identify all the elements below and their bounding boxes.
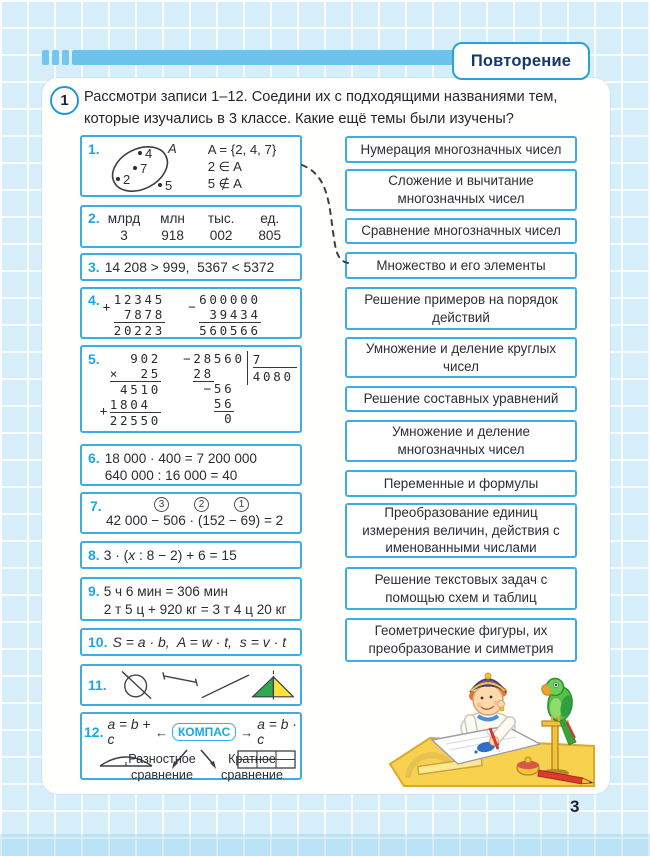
svg-text:5: 5	[164, 178, 172, 193]
task-number: 1	[50, 86, 79, 115]
page-bottom-strip	[0, 834, 650, 856]
operation-order-circle: 2	[194, 497, 209, 512]
column-subtraction: − 600000 39434 560566	[188, 292, 261, 338]
set-diagram	[102, 141, 198, 195]
place-value-header: млрд	[107, 211, 141, 226]
place-value-cell: 918	[161, 228, 184, 243]
topic-box-order-of-ops: Решение примеров на порядок действий	[345, 287, 577, 330]
section-badge	[452, 42, 590, 80]
record-box-6: 6. 18 000 · 400 = 7 200 000 640 000 : 16 000 = 40	[80, 444, 302, 486]
topic-box-variables: Переменные и формулы	[345, 470, 577, 497]
record-box-4: 4. + 12345 7878 20223 − 600000 39434 560566	[80, 287, 302, 339]
section-badge-label: Повторение	[470, 51, 572, 70]
formulas-text: S = a · b, A = w · t, s = v · t	[112, 634, 287, 650]
place-value-cell: 002	[209, 228, 233, 243]
place-value-cell: 805	[258, 228, 282, 243]
topic-box-equations: Решение составных уравнений	[345, 386, 577, 412]
geometry-figures	[113, 668, 294, 702]
compass-badge: КОМПАС	[172, 723, 236, 741]
equation-line: 640 000 : 16 000 = 40	[104, 468, 238, 483]
place-value-cell: 3	[120, 228, 128, 243]
topic-box-geometry: Геометрические фигуры, их преобразование и симметрия	[345, 618, 577, 662]
page-number: 3	[570, 797, 580, 816]
topic-box-unit-conversion: Преобразование единиц измерения величин, действия с именованными числами	[345, 503, 577, 558]
order-expression: 42 000 − 506 · (152 − 69) = 2	[106, 513, 284, 528]
topic-box-sets: Множество и его элементы	[345, 252, 577, 279]
place-value-header: тыс.	[207, 211, 235, 226]
svg-text:7: 7	[139, 161, 147, 176]
record-box-8: 8. 3 · (x : 8 − 2) + 6 = 15	[80, 541, 302, 569]
topic-box-comparison: Сравнение многозначных чисел	[345, 218, 577, 244]
place-value-header: ед.	[260, 211, 280, 226]
column-multiplication: 902 × 25 4510 + 1804 22550	[99, 351, 162, 428]
topic-box-word-problems: Решение текстовых задач с помощью схем и таблиц	[345, 567, 577, 610]
topic-box-multiply-divide: Умножение и деление многозначных чисел	[345, 420, 577, 462]
multiple-comparison-label: Кратное сравнение	[221, 752, 283, 782]
equation-line: 18 000 · 400 = 7 200 000	[104, 451, 257, 466]
svg-text:2: 2	[122, 172, 130, 187]
set-notation-line: 5 ∉ A	[207, 176, 242, 191]
header-bar-segment	[42, 50, 49, 65]
topic-box-round-numbers: Умножение и деление круглых чисел	[345, 337, 577, 378]
arrow-right-icon: →	[240, 724, 254, 740]
record-box-10: 10. S = a · b, A = w · t, s = v · t	[80, 628, 302, 656]
units-line: 2 т 5 ц + 920 кг = 3 т 4 ц 20 кг	[103, 601, 287, 617]
difference-comparison-label: Разностное сравнение	[128, 752, 196, 782]
long-division: −28560 28 −56 56 0 7 4080	[183, 351, 297, 428]
record-box-2: 2. млрд млн тыс. ед. 3 918 002 805	[80, 205, 302, 248]
place-value-header: млн	[160, 211, 185, 226]
record-box-5: 5. 902 × 25 4510 + 1804 22550 −28560 28 −56 56 0 7 4080	[80, 345, 302, 433]
record-box-7: 7. 3 2 1 42 000 − 506 · (152 − 69) = 2	[80, 492, 302, 534]
svg-text:A: A	[167, 141, 177, 156]
set-notation-line: 2 ∈ A	[207, 159, 242, 174]
equation-with-x: 3 · (x : 8 − 2) + 6 = 15	[103, 547, 237, 563]
record-box-11: 11.	[80, 664, 302, 706]
quotient: 4080	[252, 369, 294, 384]
svg-text:4: 4	[144, 146, 152, 161]
record-box-3: 3. 14 208 > 999, 5367 < 5372	[80, 253, 302, 281]
units-line: 5 ч 6 мин = 306 мин	[103, 584, 229, 599]
set-notation-line: A = {2, 4, 7}	[207, 142, 277, 157]
record-box-12: 12. a = b + c ← КОМПАС → a = b · c Разностное сравнение Кратное сравнение	[80, 712, 302, 780]
pirate-boy-illustration	[388, 666, 600, 796]
record-box-9: 9. 5 ч 6 мин = 306 мин 2 т 5 ц + 920 кг = 3 т 4 ц 20 кг	[80, 577, 302, 621]
record-box-1: 1. 4 7 2 5 A A = {2, 4, 7} 2 ∈ A 5 ∉ A	[80, 135, 302, 197]
header-bar-segment	[62, 50, 69, 65]
operation-order-circle: 3	[154, 497, 169, 512]
difference-formula: a = b + c	[107, 717, 151, 747]
topic-box-numeration: Нумерация многозначных чисел	[345, 136, 577, 163]
operation-order-circle: 1	[234, 497, 249, 512]
task-instruction: Рассмотри записи 1–12. Соедини их с подходящими названиями тем, которые изучались в 3 классе. Какие ещё темы были изучены?	[84, 89, 558, 127]
arrow-left-icon: ←	[154, 724, 168, 740]
multiple-formula: a = b · c	[257, 717, 297, 747]
topic-box-add-subtract: Сложение и вычитание многозначных чисел	[345, 169, 577, 211]
column-addition: + 12345 7878 20223	[102, 292, 166, 338]
comparison-text: 14 208 > 999, 5367 < 5372	[104, 259, 275, 275]
header-bar-segment	[52, 50, 59, 65]
divisor: 7	[253, 352, 297, 368]
